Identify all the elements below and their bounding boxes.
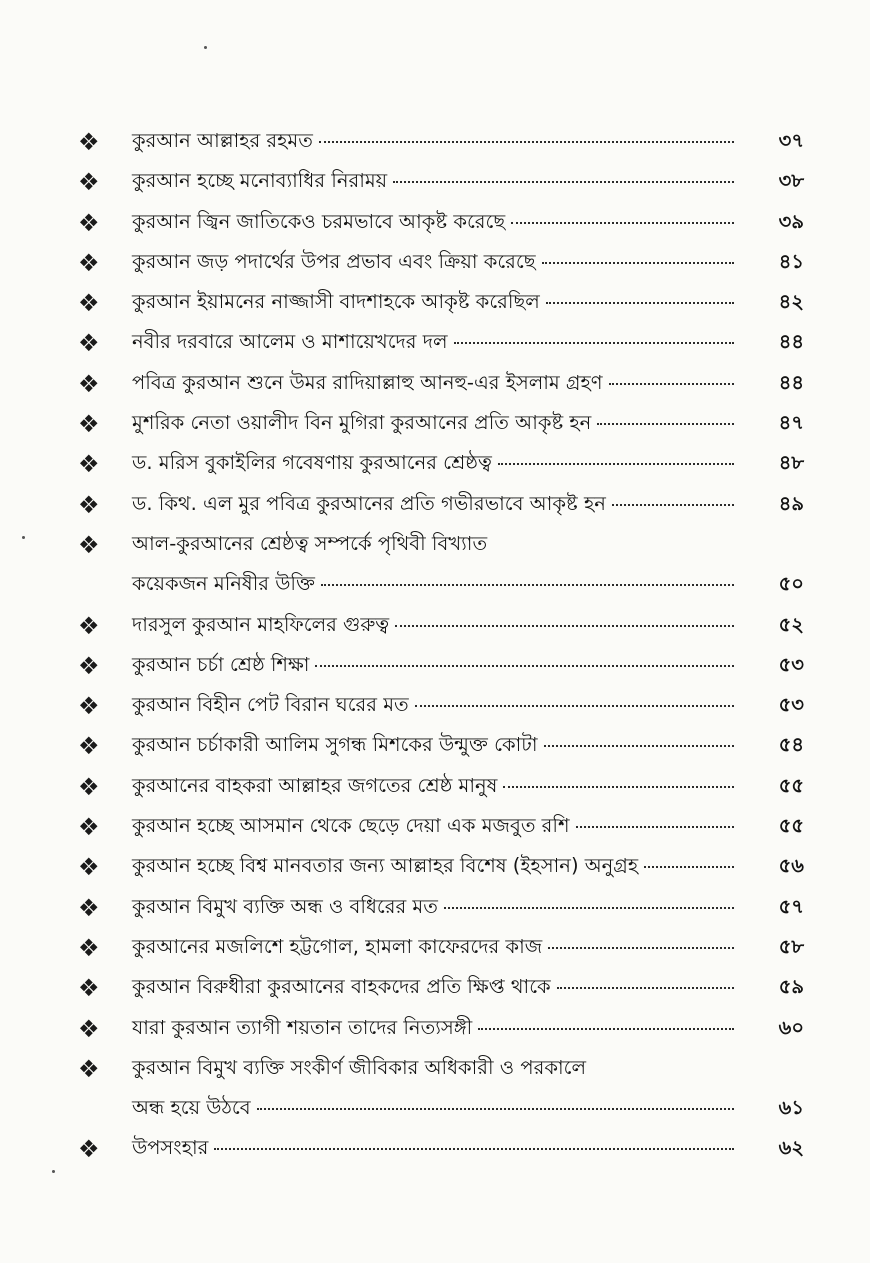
- toc-entry-line: [132, 247, 738, 277]
- dot-leader: [548, 946, 734, 949]
- diamond-bullet-icon: ❖: [78, 853, 100, 882]
- diamond-bullet-icon: ❖: [78, 813, 100, 842]
- diamond-bullet-icon: ❖: [78, 1014, 100, 1043]
- toc-entry-line: [132, 166, 738, 196]
- diamond-bullet-icon: ❖: [78, 1054, 100, 1083]
- toc-entry-title: কুরআনের মজলিশে হট্টগোল, হামলা কাফেরদের কাজ: [132, 934, 543, 958]
- toc-entry: [0, 688, 870, 728]
- toc-entry: [0, 608, 870, 648]
- table-of-contents: [0, 124, 870, 1172]
- toc-page-number: ৫০: [778, 571, 804, 595]
- toc-entry: [0, 1131, 870, 1171]
- toc-page-number: ৫৩: [778, 693, 804, 717]
- toc-entry: [0, 648, 870, 688]
- toc-page-number: ৩৮: [778, 169, 804, 193]
- dot-leader: [478, 1027, 734, 1030]
- dot-leader: [257, 1107, 734, 1110]
- dot-leader: [609, 382, 734, 385]
- toc-entry-line: [132, 327, 738, 357]
- dot-leader: [542, 261, 734, 264]
- toc-page-number: ৫৬: [778, 854, 804, 878]
- toc-page-number: ৪৮: [778, 451, 804, 475]
- dot-leader: [498, 462, 734, 465]
- toc-entry: [0, 124, 870, 164]
- toc-entry-title: ড. মরিস বুকাইলির গবেষণায় কুরআনের শ্রেষ্ঠত্ব: [132, 451, 492, 475]
- toc-entry-title: কুরআন জ্বিন জাতিকেও চরমভাবে আকৃষ্ট করেছে: [132, 209, 506, 233]
- diamond-bullet-icon: ❖: [78, 289, 100, 318]
- toc-page-number: ৩৯: [778, 209, 804, 233]
- dot-leader: [546, 301, 734, 304]
- toc-entry-line: [132, 610, 738, 640]
- toc-entry-title: অন্ধ হয়ে উঠবে: [132, 1095, 251, 1119]
- toc-entry: [0, 245, 870, 285]
- toc-entry-line: [132, 892, 738, 922]
- dot-leader: [315, 664, 734, 667]
- diamond-bullet-icon: ❖: [78, 933, 100, 962]
- toc-page-number: ৪৯: [778, 491, 804, 515]
- toc-entry: [0, 527, 870, 608]
- toc-entry: [0, 1051, 870, 1132]
- dot-leader: [454, 341, 734, 344]
- toc-entry-title: আল-কুরআনের শ্রেষ্ঠত্ব সম্পর্কে পৃথিবী বিখ্যাত: [132, 531, 488, 555]
- toc-entry: [0, 809, 870, 849]
- toc-entry: [0, 890, 870, 930]
- dot-leader: [415, 704, 734, 707]
- diamond-bullet-icon: ❖: [78, 611, 100, 640]
- dot-leader: [395, 624, 734, 627]
- toc-entry-title: কুরআন হচ্ছে মনোব্যাধির নিরাময়: [132, 169, 388, 193]
- toc-entry-title: ড. কিথ. এল মুর পবিত্র কুরআনের প্রতি গভীরভাবে আকৃষ্ট হন: [132, 491, 606, 515]
- toc-entry-line: [132, 126, 738, 156]
- dot-leader: [644, 865, 734, 868]
- toc-page-number: ৫৯: [778, 975, 804, 999]
- dot-leader: [597, 422, 734, 425]
- toc-entry-title: পবিত্র কুরআন শুনে উমর রাদিয়াল্লাহু আনহু-এর ইসলাম গ্রহণ: [132, 370, 603, 394]
- toc-page-number: ৬১: [778, 1095, 804, 1119]
- diamond-bullet-icon: ❖: [78, 974, 100, 1003]
- toc-entry: [0, 930, 870, 970]
- toc-entry-title: যারা কুরআন ত্যাগী শয়তান তাদের নিত্যসঙ্গী: [132, 1015, 473, 1039]
- toc-page-number: ৪২: [778, 290, 804, 314]
- dot-leader: [444, 906, 734, 909]
- toc-page-number: ৫৫: [778, 814, 804, 838]
- toc-page-number: ৪৭: [778, 411, 804, 435]
- diamond-bullet-icon: ❖: [78, 248, 100, 277]
- dot-leader: [511, 221, 734, 224]
- toc-entry-title: কয়েকজন মনিষীর উক্তি: [132, 571, 315, 595]
- toc-entry: [0, 285, 870, 325]
- toc-page-number: ৫২: [778, 612, 804, 636]
- toc-entry-line: [132, 851, 738, 881]
- toc-entry-title: কুরআন বিমুখ ব্যক্তি অন্ধ ও বধিরের মত: [132, 894, 438, 918]
- toc-entry-line: [132, 448, 738, 478]
- toc-entry: [0, 769, 870, 809]
- toc-page-number: ৪৪: [778, 370, 804, 394]
- toc-entry: [0, 406, 870, 446]
- toc-entry-line: [132, 408, 738, 438]
- diamond-bullet-icon: ❖: [78, 128, 100, 156]
- toc-entry-title: কুরআন আল্লাহর রহমত: [132, 129, 313, 152]
- diamond-bullet-icon: ❖: [78, 651, 100, 680]
- toc-entry: [0, 970, 870, 1010]
- toc-entry-line: [132, 1133, 738, 1163]
- toc-entry-title: মুশরিক নেতা ওয়ালীদ বিন মুগিরা কুরআনের প্রতি আকৃষ্ট হন: [132, 411, 592, 435]
- toc-page-number: ৫৩: [778, 652, 804, 676]
- toc-page-number: ৩৭: [778, 129, 804, 152]
- diamond-bullet-icon: ❖: [78, 692, 100, 721]
- toc-entry-title: কুরআন হচ্ছে আসমান থেকে ছেড়ে দেয়া এক মজবুত রশি: [132, 814, 570, 838]
- toc-entry-title: কুরআন চর্চাকারী আলিম সুগন্ধ মিশকের উন্মুক্ত কোটা: [132, 733, 538, 757]
- toc-entry-title: নবীর দরবারে আলেম ও মাশায়েখদের দল: [132, 330, 448, 354]
- toc-page-number: ৬০: [778, 1015, 804, 1039]
- diamond-bullet-icon: ❖: [78, 329, 100, 358]
- toc-entry-line: [132, 811, 738, 841]
- toc-entry-title: কুরআন বিহীন পেট বিরান ঘরের মত: [132, 693, 409, 717]
- diamond-bullet-icon: ❖: [78, 530, 100, 559]
- toc-entry: [0, 366, 870, 406]
- toc-entry: [0, 205, 870, 245]
- toc-page-number: ৪৪: [778, 330, 804, 354]
- toc-entry-title: কুরআন ইয়ামনের নাজ্জাসী বাদশাহকে আকৃষ্ট করেছিল: [132, 290, 540, 314]
- diamond-bullet-icon: ❖: [78, 369, 100, 398]
- toc-entry-line: [132, 650, 738, 680]
- diamond-bullet-icon: ❖: [78, 450, 100, 479]
- toc-entry-line: [132, 1093, 738, 1123]
- toc-entry-title: কুরআন বিমুখ ব্যক্তি সংকীর্ণ জীবিকার অধিকারী ও পরকালে: [132, 1055, 586, 1079]
- dot-leader: [544, 744, 734, 747]
- toc-page-number: ৫৮: [778, 934, 804, 958]
- toc-entry-line: [132, 690, 738, 720]
- toc-entry-line: [132, 932, 738, 962]
- toc-page-number: ৫৫: [778, 773, 804, 797]
- toc-entry-title: কুরআনের বাহকরা আল্লাহর জগতের শ্রেষ্ঠ মানুষ: [132, 773, 498, 797]
- dot-leader: [319, 140, 734, 143]
- toc-entry-line: [132, 489, 738, 519]
- toc-entry-title: কুরআন জড় পদার্থের উপর প্রভাব এবং ক্রিয়া করেছে: [132, 249, 536, 273]
- diamond-bullet-icon: ❖: [78, 772, 100, 801]
- toc-entry-line: [132, 529, 738, 559]
- toc-page-number: ৬২: [778, 1136, 804, 1160]
- diamond-bullet-icon: ❖: [78, 893, 100, 922]
- toc-entry-title: দারসুল কুরআন মাহফিলের গুরুত্ব: [132, 612, 390, 636]
- toc-entry-line: [132, 368, 738, 398]
- toc-entry: [0, 728, 870, 768]
- toc-entry-title: উপসংহার: [132, 1136, 209, 1160]
- toc-entry: [0, 1011, 870, 1051]
- toc-page-number: ৫৪: [778, 733, 804, 757]
- dot-leader: [321, 583, 734, 586]
- toc-entry: [0, 446, 870, 486]
- paper-speck: [204, 46, 207, 49]
- toc-entry-title: কুরআন হচ্ছে বিশ্ব মানবতার জন্য আল্লাহর বিশেষ (ইহসান) অনুগ্রহ: [132, 854, 639, 878]
- toc-entry: [0, 849, 870, 889]
- toc-page-number: ৪১: [778, 249, 804, 273]
- toc-entry-title: কুরআন চর্চা শ্রেষ্ঠ শিক্ষা: [132, 652, 310, 676]
- diamond-bullet-icon: ❖: [78, 490, 100, 519]
- toc-entry: [0, 325, 870, 365]
- toc-entry-line: [132, 569, 738, 599]
- toc-entry-title: কুরআন বিরুধীরা কুরআনের বাহকদের প্রতি ক্ষিপ্ত থাকে: [132, 975, 551, 999]
- dot-leader: [503, 785, 734, 788]
- dot-leader: [576, 825, 734, 828]
- toc-page-number: ৫৭: [778, 894, 804, 918]
- diamond-bullet-icon: ❖: [78, 1135, 100, 1164]
- toc-entry-line: [132, 771, 738, 801]
- toc-entry-line: [132, 972, 738, 1002]
- toc-entry-line: [132, 1053, 738, 1083]
- toc-entry-line: [132, 287, 738, 317]
- dot-leader: [557, 986, 734, 989]
- toc-entry-line: [132, 1013, 738, 1043]
- toc-entry: [0, 487, 870, 527]
- dot-leader: [214, 1147, 734, 1150]
- dot-leader: [612, 503, 734, 506]
- toc-entry-line: [132, 207, 738, 237]
- diamond-bullet-icon: ❖: [78, 168, 100, 197]
- toc-entry: [0, 164, 870, 204]
- toc-entry-line: [132, 730, 738, 760]
- diamond-bullet-icon: ❖: [78, 732, 100, 761]
- dot-leader: [393, 180, 734, 183]
- diamond-bullet-icon: ❖: [78, 208, 100, 237]
- diamond-bullet-icon: ❖: [78, 410, 100, 439]
